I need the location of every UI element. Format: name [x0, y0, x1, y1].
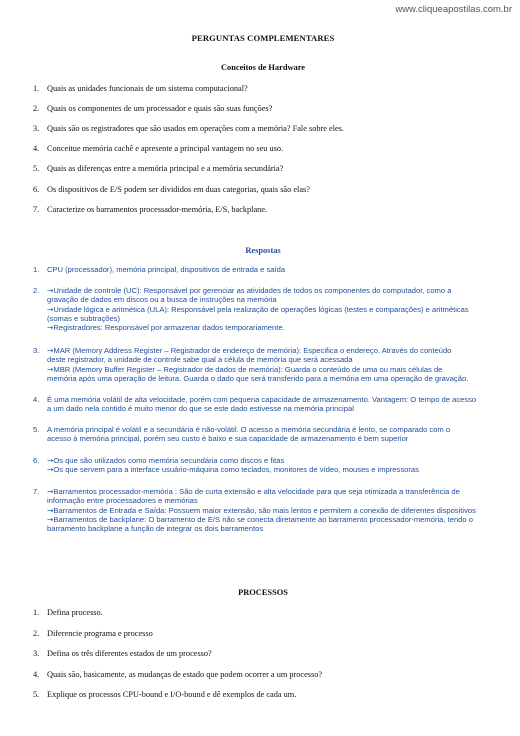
question-text: Quais os componentes de um processador e quais são suas funções?	[47, 104, 273, 114]
answer-text: Unidade lógica e aritmética (ULA): Responsável pela realização de operações lógicas (testes e comparações) e aritméticas	[53, 304, 469, 314]
question-text: Diferencie programa e processo	[47, 628, 153, 638]
answer-number: 6.	[33, 456, 40, 465]
section-heading-hardware: Conceitos de Hardware	[220, 63, 306, 72]
answer-line	[47, 487, 493, 496]
answer-line	[47, 434, 493, 443]
question-number: 3.	[33, 649, 40, 658]
answer-text: barramento backplane a função de integrar os dois barramentos	[47, 524, 264, 534]
answer-body	[47, 425, 493, 444]
answer-text: A memória principal é volátil e a secundária é não-volátil. O acesso a memória secundária é lento, se comparado com o	[47, 425, 451, 434]
document-title: PERGUNTAS COMPLEMENTARES	[191, 33, 335, 43]
arrow-right-icon: →	[47, 465, 54, 475]
answer-text: Registradores: Responsável por armazenar dados temporariamente.	[53, 323, 285, 333]
answers-heading: Respostas	[245, 246, 281, 255]
answer-text: Barramentos processador-memória : São de curta extensão e alta velocidade para que seja otimizada a transferência de	[53, 487, 460, 496]
question-number: 2.	[33, 104, 40, 114]
question-text: Explique os processos CPU-bound e I/O-bound e dê exemplos de cada um.	[47, 690, 297, 699]
answer-line	[47, 465, 493, 474]
question-number: 1.	[33, 84, 40, 93]
answer-text: informação entre processadores e memórias	[47, 496, 198, 506]
answer-body	[47, 456, 493, 475]
answer-text: MBR (Memory Buffer Register – Registrador de dados de memória): Guarda o conteúdo de uma ou mais células de	[53, 364, 443, 374]
answer-text: gravação de dados em discos ou a busca de instruções na memória	[47, 295, 277, 305]
answer-line	[47, 365, 493, 374]
answer-text: deste registrador, a unidade de controle sabe qual a célula de memória que será acessada	[47, 355, 353, 365]
question-text: Defina processo.	[47, 608, 103, 617]
arrow-right-icon: →	[47, 323, 54, 333]
question-number: 3.	[33, 124, 40, 134]
answer-line	[47, 265, 493, 274]
answer-number: 4.	[33, 395, 40, 404]
question-number: 1.	[33, 608, 40, 617]
question-text: Defina os três diferentes estados de um processo?	[47, 649, 212, 658]
question-number: 5.	[33, 164, 40, 174]
arrow-right-icon: →	[47, 286, 54, 295]
answer-line	[47, 496, 493, 505]
answer-number: 1.	[33, 265, 40, 274]
section-heading-processos: PROCESSOS	[238, 588, 288, 597]
question-text: Caracterize os barramentos processador-memória, E/S, backplane.	[47, 204, 268, 214]
question-number: 4.	[33, 669, 40, 679]
answer-text: MAR (Memory Address Register – Registrador de endereço de memória): Especifica o endereço. Através do conteúdo	[53, 346, 452, 355]
answer-line	[47, 506, 493, 515]
question-number: 5.	[33, 690, 40, 699]
answer-text: Unidade de controle (UC): Responsável por gerenciar as atividades de todos os componentes do computador, como a	[53, 286, 452, 295]
answer-line	[47, 314, 493, 323]
answer-line	[47, 404, 493, 413]
answer-text: a um dado nela contido é muito menor do que se este dado estivesse na memória principal	[47, 404, 354, 414]
answer-text: (somas e subtrações)	[47, 313, 121, 323]
answer-text: memória após uma operação de leitura. Guarda o dado que será transferido para a memória em uma operação de gravação.	[47, 373, 469, 383]
arrow-right-icon: →	[47, 456, 54, 465]
answer-line	[47, 515, 493, 524]
question-text: Quais são, basicamente, as mudanças de estado que podem ocorrer a um processo?	[47, 669, 323, 679]
answer-line	[47, 323, 493, 332]
answer-number: 3.	[33, 346, 40, 355]
arrow-right-icon: →	[47, 514, 54, 524]
answer-number: 5.	[33, 425, 40, 434]
answer-line	[47, 374, 493, 383]
arrow-right-icon: →	[47, 346, 54, 355]
watermark-text: www.cliqueapostilas.com.br	[395, 4, 512, 15]
answer-line	[47, 295, 493, 304]
answer-body	[47, 395, 493, 414]
arrow-right-icon: →	[47, 364, 54, 374]
answer-line	[47, 346, 493, 355]
answer-text: acesso à memória principal, porém seu custo é baixo e sua capacidade de armazenamento é bem superior	[47, 434, 409, 444]
question-number: 2.	[33, 628, 40, 638]
answer-line	[47, 456, 493, 465]
question-number: 4.	[33, 144, 40, 154]
question-text: Quais as unidades funcionais de um sistema computacional?	[47, 84, 248, 93]
answer-number: 2.	[33, 286, 40, 295]
question-number: 7.	[33, 204, 40, 214]
answer-body	[47, 487, 493, 533]
question-number: 6.	[33, 184, 40, 194]
question-text: Os dispositivos de E/S podem ser divididos em duas categorias, quais são elas?	[47, 184, 310, 194]
question-text: Quais são os registradores que são usados em operações com a memória? Fale sobre eles.	[47, 124, 344, 134]
answer-body	[47, 346, 493, 383]
answer-text: CPU (processador), memória principal, dispositivos de entrada e saída	[47, 265, 286, 274]
arrow-right-icon: →	[47, 487, 54, 496]
answer-line	[47, 305, 493, 314]
answer-number: 7.	[33, 487, 40, 496]
answer-text: Os que são utilizados como memória secundária como discos e fitas	[53, 456, 285, 465]
answer-body	[47, 265, 493, 274]
arrow-right-icon: →	[47, 304, 54, 314]
question-text: Quais as diferenças entre a memória principal e a memória secundária?	[47, 164, 284, 174]
answer-line	[47, 286, 493, 295]
answer-line	[47, 395, 493, 404]
arrow-right-icon: →	[47, 505, 54, 515]
answer-text: Os que servem para a interface usuário-máquina como teclados, monitores de vídeo, mouses e impressoras	[53, 465, 419, 475]
answer-body	[47, 286, 493, 332]
answer-text: É uma memória volátil de alta velocidade, porém com pequena capacidade de armazenamento. Vantagem: O tempo de acesso	[47, 395, 477, 404]
question-text: Conceitue memória cachê e apresente a principal vantagem no seu uso.	[47, 144, 284, 154]
answer-text: Barramentos de Entrada e Saída: Possuem maior extensão, são mais lentos e permitem a conexão de diferentes dispositivos	[53, 505, 476, 515]
answer-line	[47, 524, 493, 533]
answer-text: Barramentos de backplane: O barramento de E/S não se conecta diretamente ao barramento processador-memória, tendo o	[53, 514, 473, 524]
answer-line	[47, 355, 493, 364]
answer-line	[47, 425, 493, 434]
